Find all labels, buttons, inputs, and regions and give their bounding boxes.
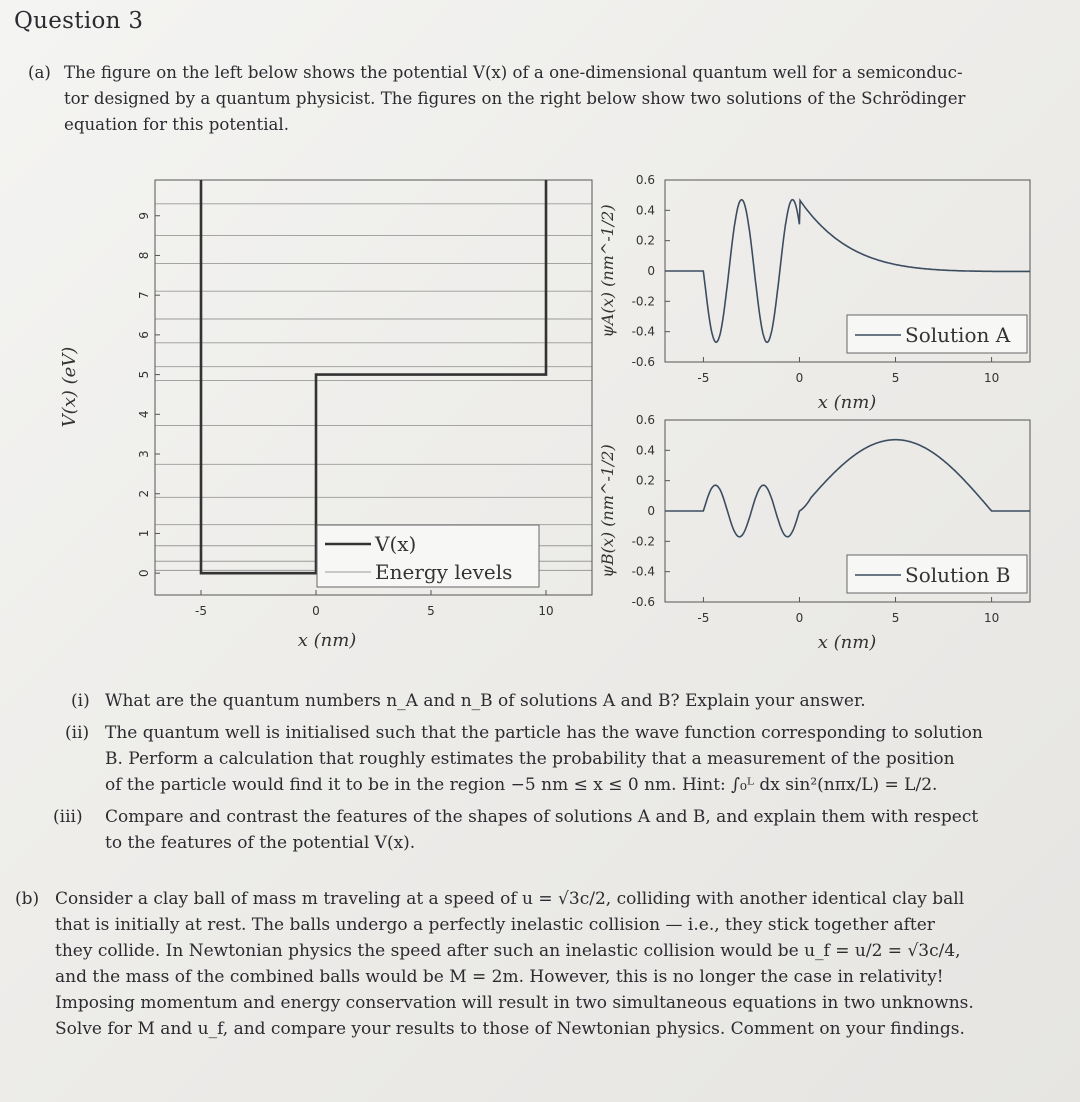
solution-a-chart [585,170,1045,415]
q-iii-line-1: Compare and contrast the features of the shapes of solutions A and B, and explain them with respect [105,807,979,827]
legend-label-energy: Energy levels [375,560,513,584]
q-ii-line-2: B. Perform a calculation that roughly estimates the probability that a measurement of the position [105,749,955,769]
solution-b-y-label: ψB(x) (nm^-1/2) [598,444,617,578]
sub-questions [53,688,1060,856]
part-b-line-6: Solve for M and u_f, and compare your results to those of Newtonian physics. Comment on your findings. [55,1019,965,1039]
part-a-line-1: The figure on the left below shows the potential V(x) of a one-dimensional quantum well for a semiconduc- [64,63,963,82]
y-tick-label: 3 [137,450,151,458]
potential-x-ticks [195,590,554,618]
part-a-line-2: tor designed by a quantum physicist. The figures on the right below show two solutions of the Schrödinger [64,89,966,108]
q-iii-line-2: to the features of the potential V(x). [105,833,416,853]
y-tick-label: 6 [137,331,151,339]
potential-y-label: V(x) (eV) [59,346,80,428]
part-a-label: (a) [28,63,51,82]
y-tick-label: -0.2 [631,294,655,309]
potential-legend [317,525,539,587]
part-a-intro [28,60,1053,138]
q-iii-label: (iii) [53,807,83,827]
x-tick-label: 0 [795,611,804,625]
q-ii-line-1: The quantum well is initialised such that the particle has the wave function corresponding to solution [105,723,983,743]
part-b-line-1: Consider a clay ball of mass m traveling at a speed of u = √3c/2, colliding with another identical clay ball [55,889,965,909]
y-tick-label: 0.4 [635,203,655,218]
y-tick-label: 0.4 [635,443,655,458]
potential-curve [201,180,546,573]
part-b-line-5: Imposing momentum and energy conservation will result in two simultaneous equations in two unknowns. [55,993,974,1013]
y-tick-label: 2 [137,489,151,498]
y-tick-label: -0.4 [631,564,655,579]
solution-b-x-ticks [697,597,999,625]
y-tick-label: 4 [137,410,151,419]
solution-a-y-label: ψA(x) (nm^-1/2) [598,204,617,338]
y-tick-label: 1 [137,529,151,538]
solution-a-x-ticks [697,357,999,385]
x-tick-label: 10 [983,371,1000,385]
x-tick-label: -5 [697,371,710,385]
part-b-line-4: and the mass of the combined balls would be M = 2m. However, this is no longer the case in relativity! [55,967,944,987]
legend-label-potential: V(x) [375,532,417,556]
x-tick-label: 5 [891,611,900,625]
y-tick-label: -0.6 [631,595,655,609]
potential-y-ticks [137,212,160,577]
q-i-text: What are the quantum numbers n_A and n_B of solutions A and B? Explain your answer. [105,691,866,711]
part-b [15,886,1065,1042]
solution-b-chart [585,410,1045,660]
y-tick-label: 0.2 [635,473,655,488]
y-tick-label: 9 [137,211,151,220]
y-tick-label: 0 [647,264,655,278]
solution-a-x-label: x (nm) [817,392,877,413]
x-tick-label: 5 [427,604,435,618]
x-tick-label: 5 [891,371,900,385]
potential-x-label: x (nm) [297,630,357,651]
potential-chart [55,170,554,660]
solution-a-legend [847,315,1027,353]
y-tick-label: -0.4 [631,324,655,339]
y-tick-label: 0.6 [635,413,655,427]
y-tick-label: 0.2 [635,233,655,248]
y-tick-label: -0.6 [631,355,655,369]
solution-b-legend [847,555,1027,593]
x-tick-label: 0 [312,604,320,618]
y-tick-label: 7 [137,291,151,299]
part-b-label: (b) [15,889,40,909]
legend-label-solution-b: Solution B [905,563,1011,587]
solution-b-x-label: x (nm) [817,632,877,653]
solution-b-curve [665,440,1030,537]
y-tick-label: 0 [137,569,151,577]
solution-a-y-ticks [632,173,670,369]
x-tick-label: -5 [697,611,710,625]
y-tick-label: 0 [647,504,655,518]
legend-label-solution-a: Solution A [905,323,1011,347]
q-ii-line-3: of the particle would find it to be in the region −5 nm ≤ x ≤ 0 nm. Hint: ∫₀ᴸ dx sin²(nπx/L) = L/2. [105,775,938,795]
x-tick-label: 10 [538,604,554,618]
energy-levels-group [155,204,592,571]
part-b-line-3: they collide. In Newtonian physics the speed after such an inelastic collision would be u_f = u/2 = √3c/4, [55,941,961,961]
y-tick-label: 0.6 [635,173,655,187]
x-tick-label: 10 [983,611,1000,625]
solution-b-y-ticks [632,413,670,609]
q-ii-label: (ii) [65,723,90,743]
q-i-label: (i) [71,691,90,711]
y-tick-label: 8 [137,251,151,260]
x-tick-label: 0 [795,371,804,385]
y-tick-label: 5 [137,370,151,379]
x-tick-label: -5 [195,604,207,618]
y-tick-label: -0.2 [631,534,655,549]
question-title: Question 3 [14,8,144,34]
part-a-line-3: equation for this potential. [64,115,289,134]
part-b-line-2: that is initially at rest. The balls undergo a perfectly inelastic collision — i.e., they stick together after [55,915,935,935]
